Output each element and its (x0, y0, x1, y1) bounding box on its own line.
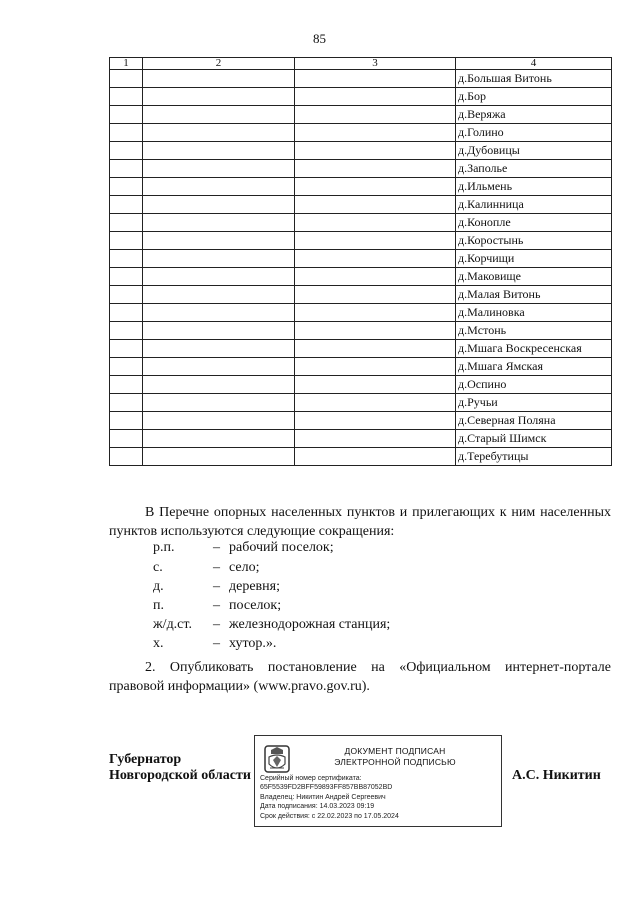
abbreviation-key: ж/д.ст. (153, 617, 192, 632)
settlement-name-cell: д.Ручьи (456, 394, 612, 412)
header-col-3: 3 (295, 58, 456, 70)
empty-cell-col-1 (110, 124, 143, 142)
certificate-label: Серийный номер сертификата: (260, 775, 362, 782)
certificate-number: 65F5539FD2BFF59893FF857BB87052BD (260, 784, 393, 791)
table-row (110, 232, 612, 250)
empty-cell-col-2 (143, 358, 295, 376)
table-row (110, 196, 612, 214)
empty-cell-col-2 (143, 142, 295, 160)
empty-cell-col-2 (143, 304, 295, 322)
abbreviation-item (153, 596, 281, 615)
table-row (110, 268, 612, 286)
settlement-name-cell: д.Голино (456, 124, 612, 142)
table-row (110, 178, 612, 196)
abbreviation-key: р.п. (153, 540, 175, 555)
settlement-name-cell: д.Старый Шимск (456, 430, 612, 448)
empty-cell-col-2 (143, 214, 295, 232)
table-row (110, 448, 612, 466)
abbreviation-item (153, 577, 280, 596)
table-row (110, 88, 612, 106)
signature-heading-line-2: ЭЛЕКТРОННОЙ ПОДПИСЬЮ (334, 757, 456, 767)
empty-cell-col-1 (110, 250, 143, 268)
empty-cell-col-2 (143, 340, 295, 358)
table-row (110, 322, 612, 340)
empty-cell-col-3 (295, 340, 456, 358)
publish-paragraph: 2. Опубликовать постановление на «Официальном интернет-портале правовой информации» (www.pravo.gov.ru). (109, 660, 611, 694)
abbreviation-item (153, 538, 334, 557)
settlement-name-cell: д.Корчищи (456, 250, 612, 268)
header-col-1: 1 (110, 58, 143, 70)
table-row (110, 106, 612, 124)
settlement-name-cell: д.Мшага Ямская (456, 358, 612, 376)
empty-cell-col-1 (110, 142, 143, 160)
empty-cell-col-1 (110, 286, 143, 304)
page-number: 85 (313, 31, 326, 46)
abbreviation-item (153, 634, 276, 653)
table-row (110, 160, 612, 178)
empty-cell-col-3 (295, 430, 456, 448)
empty-cell-col-3 (295, 304, 456, 322)
empty-cell-col-1 (110, 70, 143, 88)
abbreviation-key: х. (153, 636, 164, 651)
table-row (110, 430, 612, 448)
empty-cell-col-3 (295, 124, 456, 142)
signer-title-line-2: Новгородской области (109, 768, 251, 783)
header-col-2: 2 (143, 58, 295, 70)
empty-cell-col-1 (110, 412, 143, 430)
empty-cell-col-2 (143, 196, 295, 214)
settlement-name-cell: д.Маковище (456, 268, 612, 286)
certificate-validity: Срок действия: с 22.02.2023 по 17.05.2024 (260, 813, 399, 820)
empty-cell-col-3 (295, 142, 456, 160)
empty-cell-col-1 (110, 358, 143, 376)
abbreviation-dash: – (213, 636, 220, 651)
empty-cell-col-3 (295, 106, 456, 124)
empty-cell-col-1 (110, 268, 143, 286)
abbreviation-dash: – (213, 560, 220, 575)
settlement-name-cell: д.Малиновка (456, 304, 612, 322)
abbreviation-dash: – (213, 579, 220, 594)
empty-cell-col-1 (110, 448, 143, 466)
table-row (110, 214, 612, 232)
empty-cell-col-2 (143, 394, 295, 412)
settlement-name-cell: д.Коростынь (456, 232, 612, 250)
settlement-name-cell: д.Теребутицы (456, 448, 612, 466)
certificate-owner: Владелец: Никитин Андрей Сергеевич (260, 794, 386, 801)
table-row (110, 250, 612, 268)
empty-cell-col-3 (295, 250, 456, 268)
settlement-name-cell: д.Веряжа (456, 106, 612, 124)
empty-cell-col-1 (110, 160, 143, 178)
table-row (110, 394, 612, 412)
table-body (110, 70, 612, 466)
empty-cell-col-2 (143, 106, 295, 124)
electronic-signature-stamp (254, 735, 502, 827)
empty-cell-col-3 (295, 88, 456, 106)
empty-cell-col-1 (110, 376, 143, 394)
empty-cell-col-3 (295, 232, 456, 250)
empty-cell-col-1 (110, 106, 143, 124)
coat-of-arms-icon (261, 742, 293, 776)
empty-cell-col-2 (143, 286, 295, 304)
signer-name: А.С. Никитин (512, 768, 601, 783)
abbreviation-item (153, 558, 259, 577)
abbreviation-key: с. (153, 560, 163, 575)
abbreviation-item (153, 615, 390, 634)
settlement-name-cell: д.Северная Поляна (456, 412, 612, 430)
empty-cell-col-3 (295, 412, 456, 430)
empty-cell-col-2 (143, 88, 295, 106)
empty-cell-col-2 (143, 124, 295, 142)
empty-cell-col-3 (295, 178, 456, 196)
empty-cell-col-2 (143, 412, 295, 430)
signer-title (109, 752, 251, 784)
empty-cell-col-2 (143, 160, 295, 178)
abbreviations-intro: В Перечне опорных населенных пунктов и прилегающих к ним населенных пунктов используются следующие сокращения: (109, 505, 611, 539)
table-row (110, 70, 612, 88)
settlement-name-cell: д.Заполье (456, 160, 612, 178)
signer-title-line-1: Губернатор (109, 752, 182, 767)
empty-cell-col-3 (295, 322, 456, 340)
abbreviation-value: деревня; (229, 579, 280, 594)
table-row (110, 376, 612, 394)
settlement-name-cell: д.Оспино (456, 376, 612, 394)
abbreviation-dash: – (213, 540, 220, 555)
abbreviation-value: рабочий поселок; (229, 540, 334, 555)
empty-cell-col-2 (143, 250, 295, 268)
empty-cell-col-1 (110, 322, 143, 340)
empty-cell-col-2 (143, 268, 295, 286)
table-row (110, 340, 612, 358)
empty-cell-col-2 (143, 376, 295, 394)
signing-date: Дата подписания: 14.03.2023 09:19 (260, 803, 375, 810)
table-header-row (110, 58, 612, 70)
abbreviation-dash: – (213, 598, 220, 613)
empty-cell-col-1 (110, 196, 143, 214)
settlement-name-cell: д.Большая Витонь (456, 70, 612, 88)
empty-cell-col-3 (295, 160, 456, 178)
empty-cell-col-1 (110, 430, 143, 448)
settlement-name-cell: д.Мстонь (456, 322, 612, 340)
empty-cell-col-3 (295, 214, 456, 232)
header-col-4: 4 (456, 58, 612, 70)
signature-heading-line-1: ДОКУМЕНТ ПОДПИСАН (344, 746, 446, 756)
empty-cell-col-3 (295, 394, 456, 412)
empty-cell-col-1 (110, 214, 143, 232)
signature-heading (295, 746, 495, 768)
empty-cell-col-1 (110, 232, 143, 250)
settlement-name-cell: д.Конопле (456, 214, 612, 232)
empty-cell-col-2 (143, 232, 295, 250)
empty-cell-col-1 (110, 304, 143, 322)
table-row (110, 286, 612, 304)
settlement-name-cell: д.Мшага Воскресенская (456, 340, 612, 358)
abbreviation-value: село; (229, 560, 260, 575)
empty-cell-col-1 (110, 178, 143, 196)
settlement-name-cell: д.Ильмень (456, 178, 612, 196)
empty-cell-col-3 (295, 286, 456, 304)
empty-cell-col-3 (295, 70, 456, 88)
empty-cell-col-1 (110, 394, 143, 412)
abbreviation-key: п. (153, 598, 164, 613)
empty-cell-col-3 (295, 268, 456, 286)
settlements-table (109, 57, 612, 466)
abbreviation-key: д. (153, 579, 164, 594)
settlement-name-cell: д.Бор (456, 88, 612, 106)
table-row (110, 142, 612, 160)
table-row (110, 358, 612, 376)
empty-cell-col-3 (295, 196, 456, 214)
empty-cell-col-1 (110, 88, 143, 106)
abbreviation-value: железнодорожная станция; (229, 617, 391, 632)
abbreviation-value: хутор.». (229, 636, 277, 651)
empty-cell-col-2 (143, 322, 295, 340)
settlement-name-cell: д.Дубовицы (456, 142, 612, 160)
empty-cell-col-2 (143, 178, 295, 196)
empty-cell-col-2 (143, 430, 295, 448)
table-row (110, 412, 612, 430)
empty-cell-col-1 (110, 340, 143, 358)
empty-cell-col-3 (295, 448, 456, 466)
table-row (110, 124, 612, 142)
abbreviation-dash: – (213, 617, 220, 632)
empty-cell-col-2 (143, 70, 295, 88)
settlement-name-cell: д.Калинница (456, 196, 612, 214)
empty-cell-col-2 (143, 448, 295, 466)
settlement-name-cell: д.Малая Витонь (456, 286, 612, 304)
table-row (110, 304, 612, 322)
empty-cell-col-3 (295, 376, 456, 394)
empty-cell-col-3 (295, 358, 456, 376)
abbreviation-value: поселок; (229, 598, 282, 613)
